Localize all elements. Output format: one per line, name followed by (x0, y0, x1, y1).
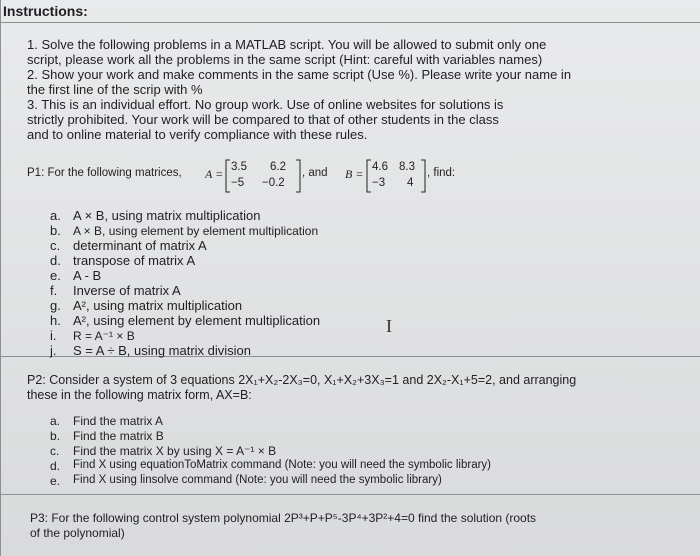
p1-item-letter: j. (50, 343, 57, 358)
matrix-a (224, 159, 302, 193)
p1-item-text: S = A ÷ B, using matrix division (73, 343, 252, 358)
p1-item-text: A², using matrix multiplication (73, 298, 243, 313)
matrix-a-cell-11: 3.5 (231, 161, 247, 173)
p2-line-1: P2: Consider a system of 3 equations 2X₁+X₂-2X₃=0, X₁+X₂+3X₃=1 and 2X₂-X₁+5=2, and arranging (27, 373, 577, 387)
table-divider-top (0, 22, 700, 23)
p2-item-letter: b. (50, 429, 61, 443)
matrix-b-cell-11: 4.6 (372, 161, 388, 173)
p1-item-text: R = A⁻¹ × B (73, 329, 135, 343)
p1-item-letter: g. (50, 298, 61, 313)
matrix-a-cell-21: −5 (231, 177, 245, 189)
p2-item-letter: c. (50, 444, 60, 458)
p1-item-letter: h. (50, 313, 61, 328)
instruction-line-1: 1. Solve the following problems in a MATLAB script. You will be allowed to submit only one (27, 37, 547, 52)
p2-item-letter: e. (50, 474, 61, 488)
p2-item-letter: a. (50, 414, 61, 428)
p1-lead: P1: For the following matrices, (27, 167, 182, 179)
p1-item-text: A × B, using element by element multiplication (73, 224, 319, 238)
matrix-a-label: A = (205, 167, 224, 181)
p2-item-text: Find the matrix B (73, 429, 164, 443)
matrix-a-cell-22: −0.2 (262, 177, 285, 189)
p1-item-text: Inverse of matrix A (73, 283, 181, 298)
instruction-line-5: 3. This is an individual effort. No group work. Use of online websites for solutions is (27, 97, 504, 112)
instruction-line-4: the first line of the scrip with % (27, 82, 203, 97)
text-cursor-icon: I (386, 316, 392, 336)
table-border-left (0, 0, 1, 556)
matrix-b-cell-21: −3 (372, 177, 386, 189)
p1-item-text: A × B, using matrix multiplication (73, 208, 261, 223)
instructions-heading: Instructions: (3, 3, 88, 19)
p1-item-letter: i. (50, 328, 57, 343)
p2-line-2: these in the following matrix form, AX=B: (27, 388, 252, 402)
p1-item-letter: b. (50, 223, 61, 238)
p2-item-letter: d. (50, 459, 61, 473)
p1-item-letter: a. (50, 208, 61, 223)
p2-item-text: Find the matrix A (73, 414, 164, 428)
p1-item-text: determinant of matrix A (73, 238, 207, 253)
table-divider-p3 (0, 494, 700, 495)
matrix-b-label: B = (345, 167, 364, 181)
instruction-line-2: script, please work all the problems in the same script (Hint: careful with variables names) (27, 52, 543, 67)
p2-item-text: Find the matrix X by using X = A⁻¹ × B (73, 444, 277, 458)
p1-tail: , find: (427, 167, 456, 179)
p1-item-letter: f. (50, 283, 58, 298)
instruction-line-3: 2. Show your work and make comments in the same script (Use %). Please write your name in (27, 67, 572, 82)
p2-item-text: Find X using linsolve command (Note: you will need the symbolic library) (73, 474, 442, 486)
p1-item-letter: d. (50, 253, 61, 268)
matrix-b (365, 159, 427, 193)
p1-item-letter: e. (50, 268, 61, 283)
matrix-a-cell-12: 6.2 (270, 161, 286, 173)
p1-item-letter: c. (50, 238, 61, 253)
p2-item-text: Find X using equationToMatrix command (Note: you will need the symbolic library) (73, 459, 492, 471)
p3-line-1: P3: For the following control system polynomial 2P³+P+P⁵-3P⁴+3P²+4=0 find the solution (roots (30, 511, 537, 525)
p1-item-text: A², using element by element multiplication (73, 313, 321, 328)
instruction-line-7: and to online material to verify compliance with these rules. (27, 127, 368, 142)
p1-item-text: A - B (73, 268, 102, 283)
p1-and: , and (302, 167, 328, 179)
p1-item-text: transpose of matrix A (73, 253, 196, 268)
matrix-b-cell-22: 4 (407, 177, 414, 189)
instruction-line-6: strictly prohibited. Your work will be compared to that of other students in the class (27, 112, 499, 127)
p3-line-2: of the polynomial) (30, 526, 125, 540)
matrix-b-cell-12: 8.3 (399, 161, 415, 173)
